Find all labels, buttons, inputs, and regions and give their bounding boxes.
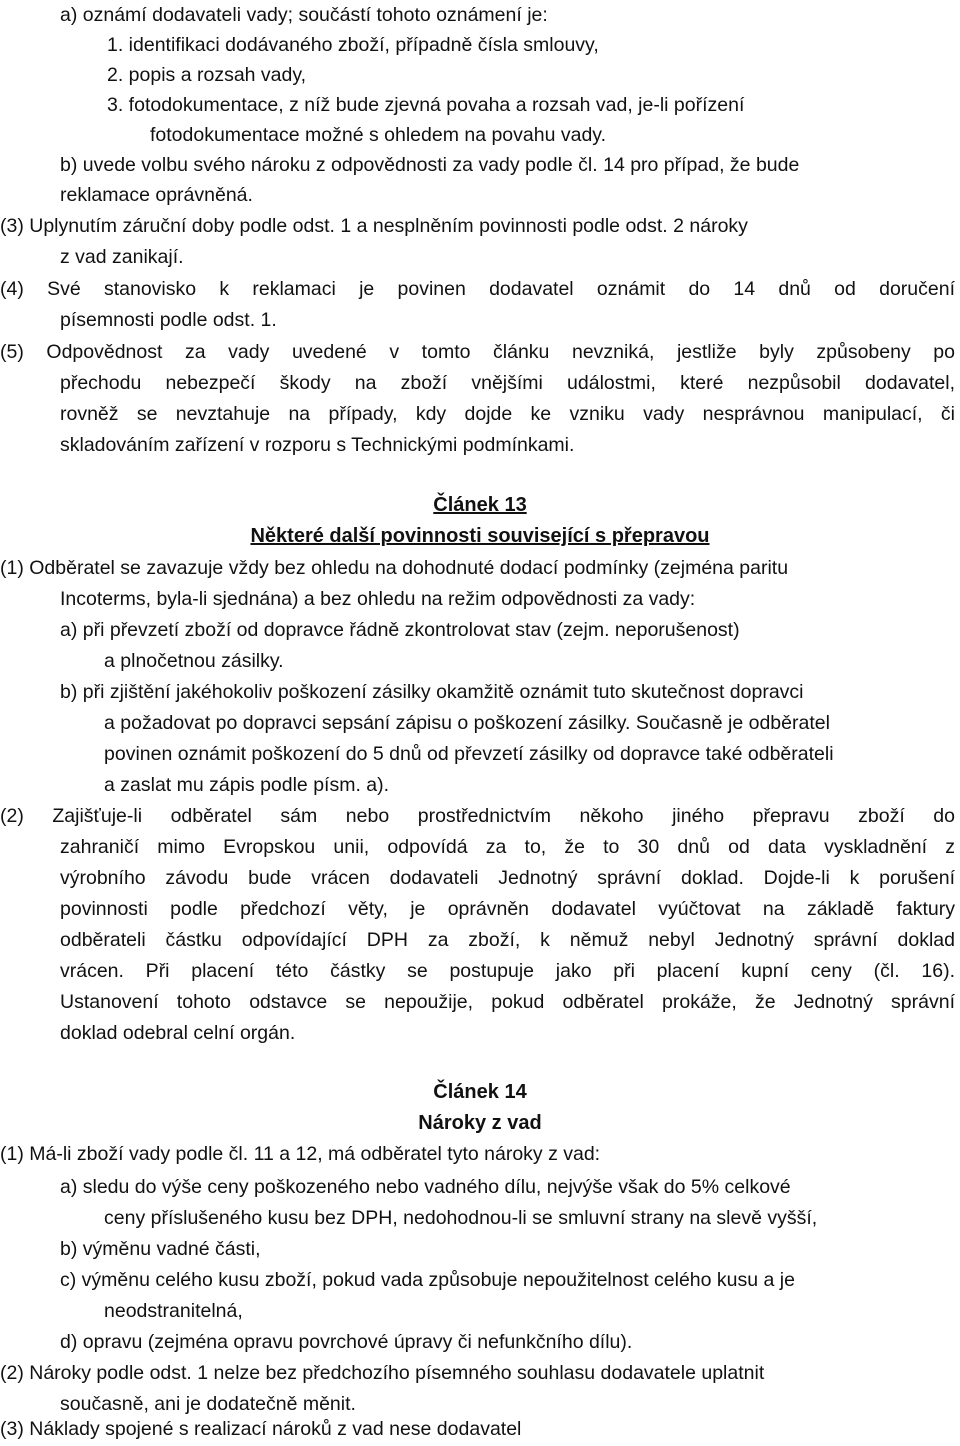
text-line: (3) Uplynutím záruční doby podle odst. 1 a nesplněním povinnosti podle odst. 2 nároky [0, 215, 748, 237]
text-line: 3. fotodokumentace, z níž bude zjevná povaha a rozsah vad, je-li pořízení [107, 94, 745, 116]
text-line: zahraničí mimo Evropskou unii, odpovídá za to, že to 30 dnů od data vyskladnění z [60, 836, 955, 858]
article-number-heading: Článek 13 [433, 494, 527, 516]
article-title-heading: Nároky z vad [418, 1112, 542, 1134]
article-number-heading: Článek 14 [433, 1081, 527, 1103]
text-line: současně, ani je dodatečně měnit. [60, 1393, 356, 1415]
text-line: a požadovat po dopravci sepsání zápisu o poškození zásilky. Současně je odběratel [104, 712, 830, 734]
text-line: a) při převzetí zboží od dopravce řádně zkontrolovat stav (zejm. neporušenost) [60, 619, 740, 641]
text-line: b) uvede volbu svého nároku z odpovědnosti za vady podle čl. 14 pro případ, že bude [60, 154, 800, 176]
text-line: a plnočetnou zásilky. [104, 650, 284, 672]
text-line: (2) Nároky podle odst. 1 nelze bez předchozího písemného souhlasu dodavatele uplatnit [0, 1362, 765, 1384]
text-line: (1) Má-li zboží vady podle čl. 11 a 12, má odběratel tyto nároky z vad: [0, 1143, 601, 1165]
article-title-heading: Některé další povinnosti související s přepravou [250, 525, 710, 547]
text-line: reklamace oprávněná. [60, 184, 253, 206]
text-line: rovněž se nevztahuje na případy, kdy dojde ke vzniku vady nesprávnou manipulací, či [60, 403, 955, 425]
text-line: neodstranitelná, [104, 1300, 243, 1322]
text-line: (1) Odběratel se zavazuje vždy bez ohledu na dohodnuté dodací podmínky (zejména paritu [0, 557, 789, 579]
text-line: 1. identifikaci dodávaného zboží, případně čísla smlouvy, [107, 34, 599, 56]
text-line: a zaslat mu zápis podle písm. a). [104, 774, 390, 796]
text-line: c) výměnu celého kusu zboží, pokud vada způsobuje nepoužitelnost celého kusu a je [60, 1269, 795, 1291]
text-line: (4) Své stanovisko k reklamaci je povinen dodavatel oznámit do 14 dnů od doručení [0, 278, 955, 300]
text-line: výrobního závodu bude vrácen dodavateli Jednotný správní doklad. Dojde-li k porušení [60, 867, 955, 889]
text-line: (5) Odpovědnost za vady uvedené v tomto článku nevzniká, jestliže byly způsobeny po [0, 341, 955, 363]
text-line: písemnosti podle odst. 1. [60, 309, 277, 331]
text-line: přechodu nebezpečí škody na zboží vnějšími událostmi, které nezpůsobil dodavatel, [60, 372, 955, 394]
text-line: 2. popis a rozsah vady, [107, 64, 307, 86]
text-line: odběrateli částku odpovídající DPH za zboží, k němuž nebyl Jednotný správní doklad [60, 929, 955, 951]
text-line: a) sledu do výše ceny poškozeného nebo vadného dílu, nejvýše však do 5% celkové [60, 1176, 791, 1198]
text-line: povinnosti podle předchozí věty, je oprávněn dodavatel vyúčtovat na základě faktury [60, 898, 955, 920]
text-line: ceny příslušeného kusu bez DPH, nedohodnou-li se smluvní strany na slevě vyšší, [104, 1207, 818, 1229]
text-line: z vad zanikají. [60, 246, 184, 268]
text-line: povinen oznámit poškození do 5 dnů od převzetí zásilky od dopravce také odběrateli [104, 743, 834, 765]
text-line: doklad odebral celní orgán. [60, 1022, 296, 1044]
text-line: fotodokumentace možné s ohledem na povahu vady. [150, 124, 607, 146]
text-line: Incoterms, byla-li sjednána) a bez ohledu na režim odpovědnosti za vady: [60, 588, 696, 610]
text-line: skladováním zařízení v rozporu s Technickými podmínkami. [60, 434, 575, 456]
text-line: vrácen. Při placení této částky se postupuje jako při placení kupní ceny (čl. 16). [60, 960, 955, 982]
text-line: d) opravu (zejména opravu povrchové úpravy či nefunkčního dílu). [60, 1331, 633, 1353]
text-line: Ustanovení tohoto odstavce se nepoužije, pokud odběratel prokáže, že Jednotný správní [60, 991, 955, 1013]
text-line: b) výměnu vadné části, [60, 1238, 261, 1260]
text-line: (3) Náklady spojené s realizací nároků z vad nese dodavatel [0, 1418, 522, 1440]
text-line: (2) Zajišťuje-li odběratel sám nebo prostřednictvím někoho jiného přepravu zboží do [0, 805, 955, 827]
text-line: b) při zjištění jakéhokoliv poškození zásilky okamžitě oznámit tuto skutečnost dopravci [60, 681, 804, 703]
text-line: a) oznámí dodavateli vady; součástí tohoto oznámení je: [60, 4, 548, 26]
